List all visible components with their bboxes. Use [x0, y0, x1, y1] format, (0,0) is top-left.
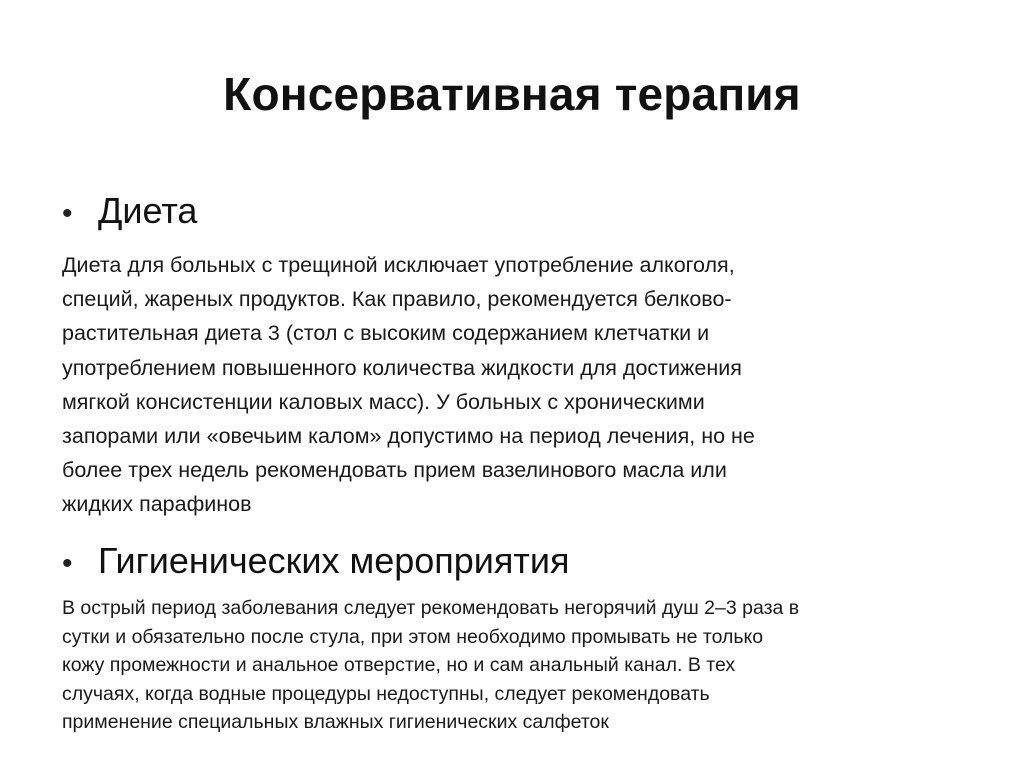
- paragraph-line: специй, жареных продуктов. Как правило, рекомендуется белково-: [62, 287, 732, 312]
- section-heading-diet: Диета: [98, 190, 198, 231]
- paragraph-line: В острый период заболевания следует рекомендовать негорячий душ 2–3 раза в: [62, 597, 800, 619]
- paragraph-line: запорами или «овечьим калом» допустимо на период лечения, но не: [62, 424, 755, 449]
- paragraph-line: жидких парафинов: [62, 492, 252, 517]
- paragraph-line: растительная диета 3 (стол с высоким содержанием клетчатки и: [62, 321, 710, 346]
- bullet-dot-icon: •: [62, 197, 73, 230]
- paragraph-line: мягкой консистенции каловых масс). У больных с хроническими: [62, 389, 705, 414]
- bullet-dot-icon: •: [62, 547, 73, 580]
- section-heading-hygiene: Гигиенических мероприятия: [98, 540, 570, 581]
- paragraph-line: Диета для больных с трещиной исключает употребление алкоголя,: [62, 253, 735, 277]
- paragraph-line: сутки и обязательно после стула, при этом необходимо промывать не только: [62, 625, 764, 648]
- bullet-hygiene: [62, 536, 570, 589]
- paragraph-line: употреблением повышенного количества жидкости для достижения: [62, 355, 742, 380]
- paragraph-line: кожу промежности и анальное отверстие, но и сам анальный канал. В тех: [62, 654, 736, 677]
- bullet-diet: [62, 186, 197, 239]
- paragraph-line: более трех недель рекомендовать прием вазелинового масла или: [62, 458, 727, 483]
- paragraph-line: случаях, когда водные процедуры недоступны, следует рекомендовать: [62, 682, 710, 705]
- diet-paragraph: [62, 248, 962, 522]
- slide-title: Консервативная терапия: [223, 68, 801, 120]
- hygiene-paragraph: [62, 594, 962, 737]
- paragraph-line: применение специальных влажных гигиенических салфеток: [62, 711, 609, 734]
